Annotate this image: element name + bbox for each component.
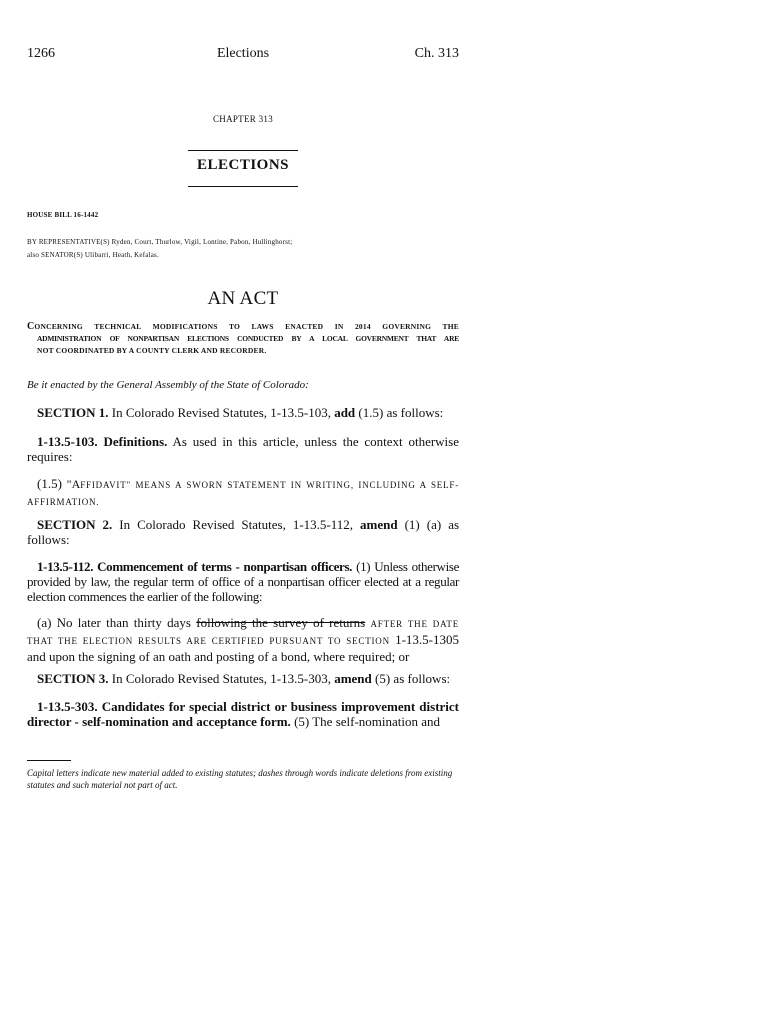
document-page xyxy=(27,0,459,1024)
sponsors-representatives: BY REPRESENTATIVE(S) Ryden, Court, Thurlow, Vigil, Lontine, Pabon, Hullinghorst; xyxy=(27,238,293,246)
concerning-line-2: ADMINISTRATION OF NONPARTISAN ELECTIONS CONDUCTED BY A LOCAL GOVERNMENT THAT ARE xyxy=(37,334,459,343)
commencement-text: (1) Unless otherwise provided by law, the regular term of office of a nonpartisan officer elected at a regular election commences the earlier of the following: xyxy=(27,559,459,604)
heading-rule-top xyxy=(188,150,298,151)
chapter-label: CHAPTER 313 xyxy=(212,114,274,124)
definitions-title: Definitions. xyxy=(103,434,168,449)
bill-number: HOUSE BILL 16-1442 xyxy=(27,211,99,219)
affidavit-initial: "A xyxy=(66,477,81,491)
section-3-text: In Colorado Revised Statutes, 1-13.5-303, xyxy=(111,671,331,686)
candidates-text: (5) The self-nomination and xyxy=(294,714,441,729)
definitions-number: 1-13.5-103. xyxy=(37,434,98,449)
section-2-verb: amend xyxy=(360,517,398,532)
act-title: AN ACT xyxy=(207,288,279,309)
running-chapter: Ch. 313 xyxy=(414,46,459,61)
concerning-initial: C xyxy=(27,321,35,332)
section-3-label: SECTION 3. xyxy=(37,671,109,686)
item-a-added-text: AFTER THE DATE THAT THE ELECTION RESULTS ARE CERTIFIED PURSUANT TO SECTION xyxy=(27,619,459,646)
sponsors-senators: also SENATOR(S) Ulibarri, Heath, Kefalas. xyxy=(27,251,159,259)
commencement-number: 1-13.5-112. xyxy=(37,559,94,574)
affidavit-text: FFIDAVIT" MEANS A SWORN STATEMENT IN WRITING, INCLUDING A SELF-AFFIRMATION. xyxy=(27,480,460,507)
definitions-text: As used in this article, unless the context otherwise requires: xyxy=(27,434,459,464)
item-a-struck-text: following the survey of returns xyxy=(196,615,366,630)
heading-rule-bottom xyxy=(188,186,298,187)
section-3-tail: (5) as follows: xyxy=(375,671,451,686)
affidavit-number: (1.5) xyxy=(37,476,62,491)
section-1-tail: (1.5) as follows: xyxy=(358,405,444,420)
item-a-tail: 1-13.5-1305 and upon the signing of an oath and posting of a bond, where required; or xyxy=(27,632,460,664)
footnote: Capital letters indicate new material added to existing statutes; dashes through words indicate deletions from existing statutes and such material not part of act. xyxy=(27,768,453,790)
candidates-number: 1-13.5-303. xyxy=(37,699,98,714)
item-a-lead: (a) No later than thirty days xyxy=(37,615,191,630)
section-2-tail: (1) (a) as follows: xyxy=(27,517,460,547)
enacting-clause: Be it enacted by the General Assembly of the State of Colorado: xyxy=(27,379,309,391)
section-2-label: SECTION 2. xyxy=(37,517,113,532)
concerning-clause xyxy=(27,321,459,357)
running-title: Elections xyxy=(216,46,270,61)
candidates-title: Candidates for special district or business improvement district director - self-nomination and acceptance form. xyxy=(27,699,459,729)
section-2-text: In Colorado Revised Statutes, 1-13.5-112, xyxy=(119,517,353,532)
item-a-paragraph xyxy=(27,615,459,665)
definitions-paragraph xyxy=(27,434,459,464)
commencement-title: Commencement of terms - nonpartisan officers. xyxy=(97,559,353,574)
concerning-line-3: NOT COORDINATED BY A COUNTY CLERK AND RECORDER. xyxy=(37,346,267,355)
section-2 xyxy=(27,517,459,547)
concerning-line-1: ONCERNING TECHNICAL MODIFICATIONS TO LAWS ENACTED IN 2014 GOVERNING THE xyxy=(34,322,459,331)
section-1-text: In Colorado Revised Statutes, 1-13.5-103, xyxy=(111,405,331,420)
running-header xyxy=(27,46,459,66)
footnote-rule xyxy=(27,760,71,761)
section-1-verb: add xyxy=(334,405,356,420)
section-1 xyxy=(27,405,459,420)
commencement-paragraph xyxy=(27,559,459,604)
document-heading: ELECTIONS xyxy=(196,157,290,173)
affidavit-paragraph xyxy=(27,476,459,510)
candidates-paragraph xyxy=(27,699,459,729)
section-1-label: SECTION 1. xyxy=(37,405,109,420)
page-number: 1266 xyxy=(27,46,55,61)
section-3 xyxy=(27,671,459,686)
section-3-verb: amend xyxy=(334,671,372,686)
